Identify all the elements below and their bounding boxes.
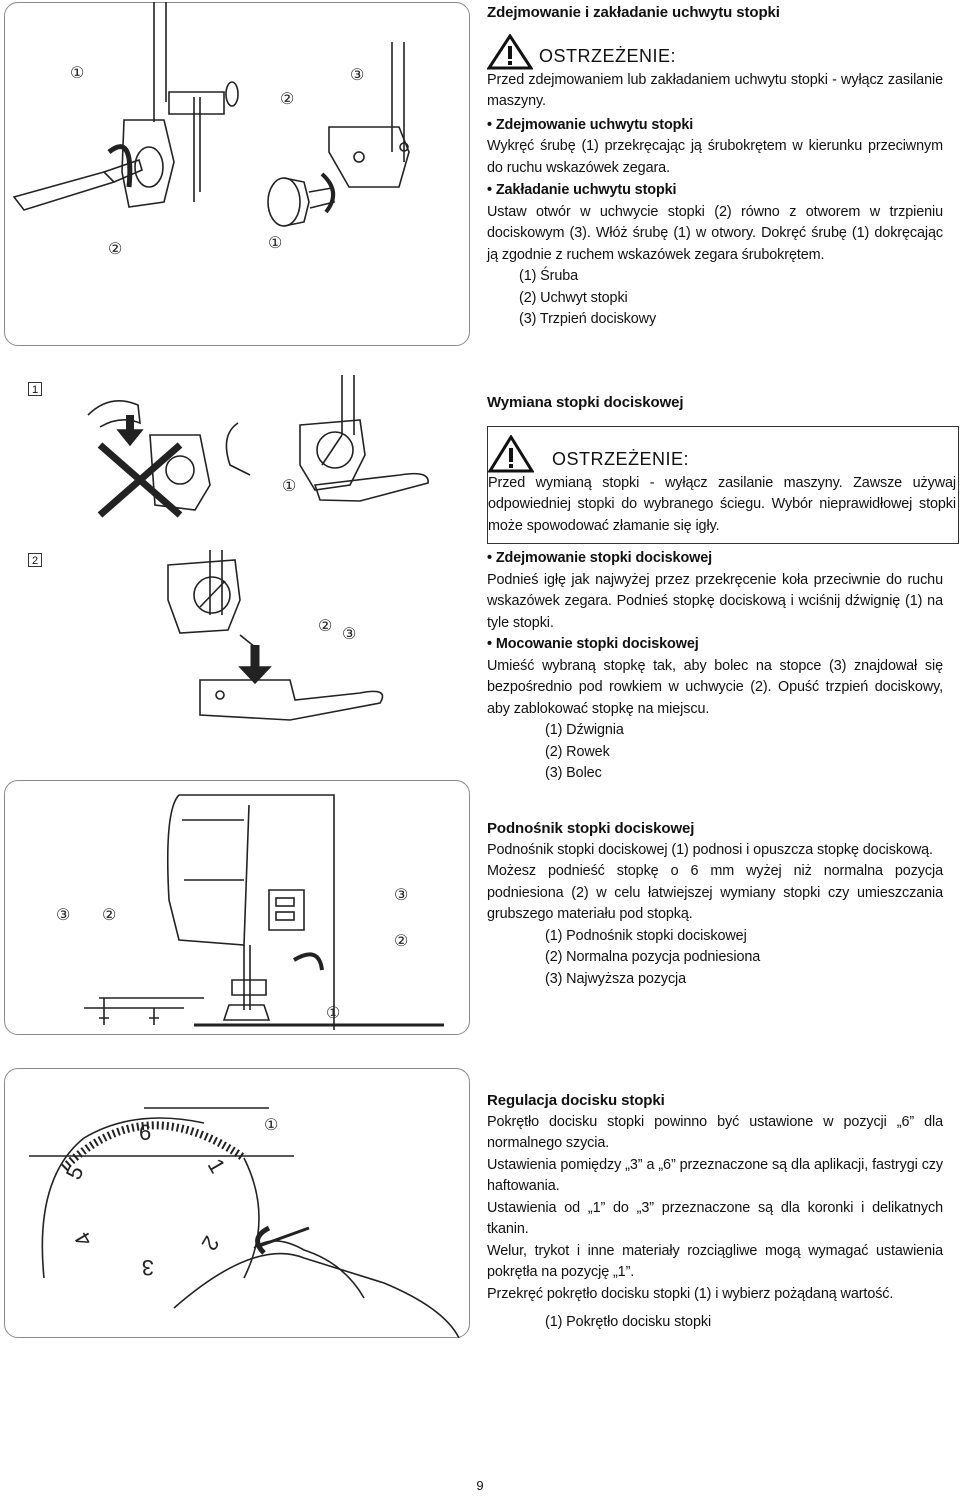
bullet-text: Podnieś igłę jak najwyżej przez przekręcenie koła przeciwnie do ruchu wskazówek zegara. Podnieś stopkę dociskową i wciśnij dźwignię (1) na tyle stopki. (487, 571, 943, 631)
dial-number-5: 5 (60, 1161, 89, 1184)
paragraph: Ustawienia od „1” do „3” przeznaczone są dla koronki i delikatnych tkanin. (487, 1199, 943, 1237)
dial-number-6: 6 (139, 1120, 152, 1145)
paragraph: Możesz podnieść stopkę o 6 mm wyżej niż normalna pozycja podniesiona (2) w celu łatwiejszej wymiany stopki czy umieszczania grubszego materiału pod stopką. (487, 863, 943, 922)
fig-label-3: ③ (350, 67, 365, 84)
dial-number-4: 4 (69, 1227, 98, 1251)
paragraph: Podnośnik stopki dociskowej (1) podnosi i opuszcza stopkę dociskową. (487, 841, 933, 858)
fig-label-3: ③ (342, 626, 357, 643)
lifter-illustration (4, 780, 470, 1035)
section-title: Wymiana stopki dociskowej (487, 394, 684, 411)
legend-item: (3) Trzpień dociskowy (519, 311, 657, 327)
dial-number-1: 1 (202, 1154, 231, 1178)
warning-title: OSTRZEŻENIE: (539, 46, 677, 66)
fig-label-2b: ② (108, 241, 123, 258)
fig-label-2: ② (102, 907, 117, 924)
fig-label-1: ① (264, 1117, 279, 1134)
section-presser-foot (487, 392, 956, 785)
bullet-title: • Mocowanie stopki dociskowej (487, 636, 699, 652)
bullet-title: • Zdejmowanie uchwytu stopki (487, 116, 694, 133)
section-title: Zdejmowanie i zakładanie uchwytu stopki (487, 4, 780, 21)
legend-item: (2) Normalna pozycja podniesiona (545, 949, 761, 965)
legend-item: (1) Śruba (519, 268, 579, 284)
bullet-title: • Zakładanie uchwytu stopki (487, 182, 677, 198)
section-holder (487, 2, 943, 331)
legend-item: (1) Dźwignia (545, 722, 624, 738)
bullet-text: Ustaw otwór w uchwycie stopki (2) równo z otworem w trzpieniu dociskowym (3). Włóż śrubę (1) w otwory. Dokręć śrubę (1) dokręcając ją zgodnie z ruchem wskazówek zegara śrubokrętem. (487, 203, 943, 263)
bullet-title: • Zdejmowanie stopki dociskowej (487, 550, 713, 566)
paragraph: Przekręć pokrętło docisku stopki (1) i wybierz pożądaną wartość. (487, 1285, 894, 1302)
figure-marker: 2 (28, 553, 42, 567)
legend-item: (2) Rowek (545, 743, 610, 760)
fig-label-1b: ① (268, 235, 283, 252)
dial-number-2: 2 (196, 1231, 225, 1255)
warning-block (487, 30, 943, 113)
pressure-dial-illustration (4, 1068, 470, 1338)
warning-triangle-icon (488, 435, 534, 473)
bullet-text: Umieść wybraną stopkę tak, aby bolec na stopce (3) znajdował się bezpośrednio pod rowkiem w uchwycie (2). Opuść trzpień dociskowy, aby zablokować stopkę na miejscu. (487, 657, 943, 717)
section-title: Podnośnik stopki dociskowej (487, 820, 695, 837)
presser-foot-illustration (60, 375, 460, 730)
section-pressure (487, 1090, 943, 1334)
warning-triangle-icon (487, 34, 533, 70)
fig-label-2: ② (318, 618, 333, 635)
fig-label-3: ③ (56, 907, 71, 924)
legend-item: (1) Podnośnik stopki dociskowej (545, 927, 747, 944)
legend-item: (1) Pokrętło docisku stopki (545, 1314, 712, 1330)
screw-illustration (4, 2, 470, 346)
fig-label-1: ① (70, 65, 85, 82)
legend-item: (3) Bolec (545, 765, 602, 781)
page-number: 9 (476, 1478, 484, 1493)
figure-marker: 1 (28, 382, 42, 396)
warning-text: Przed wymianą stopki - wyłącz zasilanie maszyny. Zawsze używaj odpowiedniej stopki do wybranego ściegu. Wybór nieprawidłowej stopki może spowodować złamanie się igły. (488, 474, 956, 534)
bullet-text: Wykręć śrubę (1) przekręcając ją śrubokrętem w kierunku przeciwnym do ruchu wskazówek zegara. (487, 138, 943, 176)
paragraph: Pokrętło docisku stopki powinno być ustawione w pozycji „6” dla normalnego szycia. (487, 1113, 943, 1151)
section-lifter (487, 818, 943, 990)
dial-number-3: 3 (141, 1255, 154, 1280)
section-title: Regulacja docisku stopki (487, 1092, 665, 1109)
fig-label-2b: ② (394, 933, 409, 950)
legend-item: (3) Najwyższa pozycja (545, 970, 687, 987)
fig-label-3b: ③ (394, 887, 409, 904)
paragraph: Welur, trykot i inne materiały rozciągliwe mogą wymagać ustawienia pokrętła na pozycję „1”. (487, 1242, 943, 1280)
warning-title: OSTRZEŻENIE: (552, 449, 690, 469)
warning-block (487, 426, 959, 545)
fig-label-1: ① (326, 1005, 341, 1022)
warning-text: Przed zdejmowaniem lub zakładaniem uchwytu stopki - wyłącz zasilanie maszyny. (487, 71, 943, 109)
paragraph: Ustawienia pomiędzy „3” a „6” przeznaczone są dla aplikacji, fastrygi czy haftowania. (487, 1156, 943, 1194)
legend-item: (2) Uchwyt stopki (519, 289, 628, 306)
fig-label-1: ① (282, 478, 297, 495)
fig-label-2: ② (280, 91, 295, 108)
